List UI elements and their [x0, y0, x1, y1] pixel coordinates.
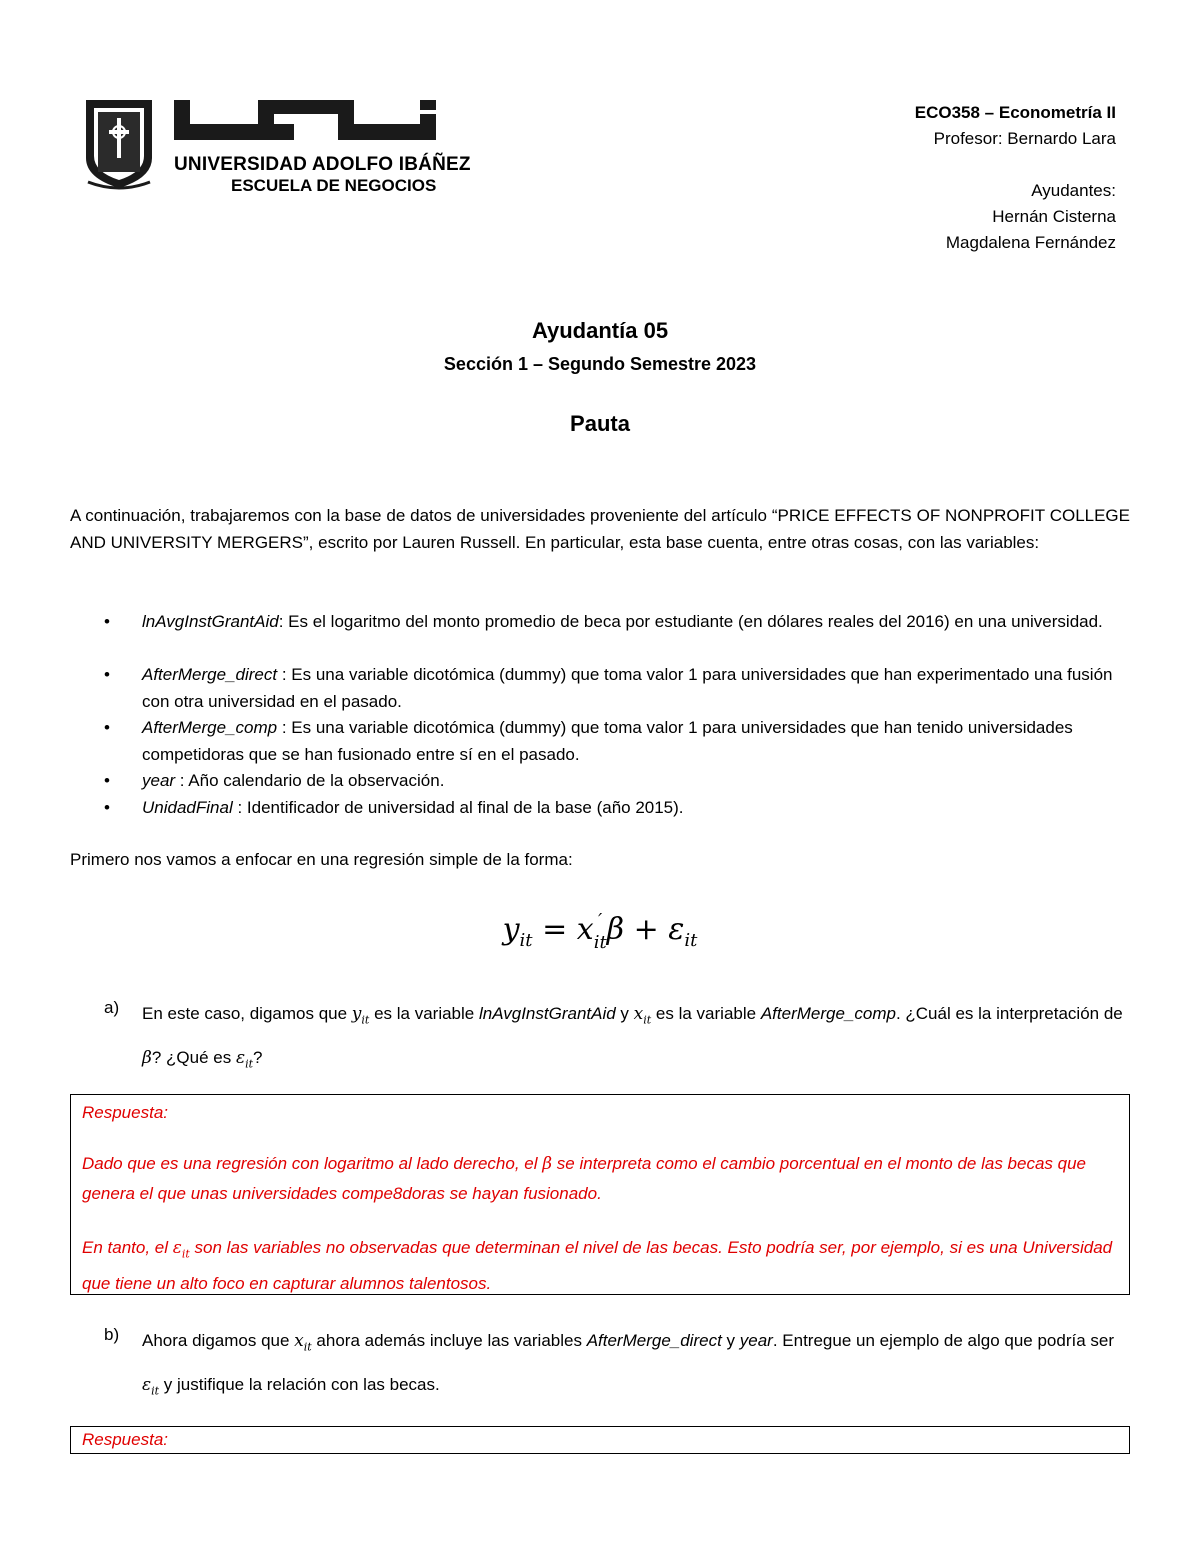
course-header — [915, 100, 1116, 256]
intro-paragraph: A continuación, trabajaremos con la base de datos de universidades proveniente del artículo “PRICE EFFECTS OF NONPROFIT COLLEGE AND UNIVERSITY MERGERS”, escrito por Lauren Russell. En particular, esta base cuenta, entre otras cosas, con las variables: — [70, 506, 1130, 552]
variable-description: : Es una variable dicotómica (dummy) que toma valor 1 para universidades que han tenido universidades competidoras que se han fusionado entre sí en el pasado. — [142, 718, 1073, 764]
assistant-name: Hernán Cisterna — [992, 207, 1116, 226]
list-item — [70, 768, 1130, 795]
math-beta: β — [542, 1154, 553, 1174]
variable-description: : Año calendario de la observación. — [175, 771, 445, 790]
bullet: • — [104, 771, 110, 790]
answer-text: En tanto, el — [82, 1238, 173, 1257]
crest-icon — [84, 98, 154, 190]
answer-box-a — [70, 1094, 1130, 1295]
question-text: es la variable — [651, 1004, 761, 1023]
question-text: Ahora digamos que — [142, 1331, 295, 1350]
math-epsilon: $\varepsilon_{it}$ — [142, 1375, 160, 1398]
document-subtitle: Sección 1 – Segundo Semestre 2023 — [443, 354, 757, 374]
variable-description: : Es el logaritmo del monto promedio de beca por estudiante (en dólares reales del 2016) en una universidad. — [278, 612, 1103, 631]
math-epsilon: $\varepsilon_{it}$ — [172, 1238, 190, 1261]
course-name: ECO358 – Econometría II — [914, 103, 1116, 122]
professor-name: Profesor: Bernardo Lara — [933, 129, 1116, 148]
variable-description: : Identificador de universidad al final de la base (año 2015). — [232, 798, 684, 817]
question-text: . ¿Cuál es la interpretación de — [895, 1004, 1123, 1023]
question-b — [70, 1322, 1130, 1398]
variable-name: year — [142, 771, 176, 790]
question-text: ahora además incluye las variables — [311, 1331, 587, 1350]
document-type: Pauta — [570, 411, 630, 436]
eq-x-sub: it — [593, 932, 607, 953]
variable-name: AfterMerge_direct — [142, 665, 278, 684]
regression-intro: Primero nos vamos a enfocar en una regresión simple de la forma: — [70, 850, 573, 869]
question-text: ? ¿Qué es — [151, 1048, 236, 1068]
answer-label: Respuesta: — [82, 1430, 168, 1449]
list-item — [70, 662, 1130, 715]
eq-y: y — [502, 912, 520, 947]
eq-y-sub: it — [519, 930, 533, 951]
question-text: y — [721, 1331, 740, 1350]
variable-name: UnidadFinal — [142, 798, 233, 817]
question-text: y — [615, 1004, 634, 1023]
variable-description: : Es una variable dicotómica (dummy) que toma valor 1 para universidades que han experimentado una fusión con otra universidad en el pasado. — [142, 665, 1113, 711]
assistant-name: Magdalena Fernández — [945, 233, 1116, 252]
answer-paragraph — [82, 1149, 1120, 1209]
answer-text: Dado que es una regresión con logaritmo al lado derecho, el — [82, 1154, 543, 1173]
math-x: $x_{it}$ — [633, 1004, 652, 1027]
eq-eps-sub: it — [684, 930, 698, 951]
uai-mark — [174, 100, 444, 150]
list-item — [70, 795, 1130, 822]
document-title: Ayudantía 05 — [531, 318, 669, 343]
eq-plus: + — [633, 912, 659, 947]
question-text: y justifique la relación con las becas. — [159, 1375, 440, 1395]
question-text: ? — [253, 1048, 263, 1068]
eq-epsilon: ε — [668, 912, 685, 947]
question-label: b) — [104, 1325, 120, 1344]
math-epsilon: $\varepsilon_{it}$ — [235, 1048, 254, 1071]
bullet: • — [104, 718, 110, 737]
eq-x-sup: ′ — [598, 910, 603, 931]
bullet: • — [104, 798, 110, 817]
eq-x: x — [576, 912, 594, 947]
eq-equals: = — [542, 912, 568, 947]
variable-name: lnAvgInstGrantAid — [142, 612, 279, 631]
answer-text: se interpreta como el cambio porcentual en el monto de las becas que genera el que unas universidades compe8doras se hayan fusionado. — [82, 1154, 1087, 1203]
variable-name: year — [739, 1331, 773, 1350]
answer-paragraph — [82, 1233, 1120, 1299]
math-x: $x_{it}$ — [294, 1331, 312, 1354]
logo-school-name: ESCUELA DE NEGOCIOS — [231, 176, 437, 195]
answer-text: son las variables no observadas que determinan el nivel de las becas. Esto podría ser, por ejemplo, si es una Universidad que tiene un alto foco en capturar alumnos talentosos. — [82, 1238, 1113, 1294]
question-text: es la variable — [369, 1004, 479, 1023]
question-a — [70, 995, 1130, 1071]
question-text: En este caso, digamos que — [142, 1004, 352, 1023]
bullet: • — [104, 612, 110, 631]
answer-label: Respuesta: — [82, 1103, 168, 1122]
bullet: • — [104, 665, 110, 684]
logo-university-name: UNIVERSIDAD ADOLFO IBÁÑEZ — [174, 154, 471, 175]
regression-equation — [0, 912, 1200, 952]
variable-name: AfterMerge_comp — [142, 718, 278, 737]
question-label: a) — [104, 998, 120, 1017]
math-y: $y_{it}$ — [351, 1004, 370, 1027]
list-item — [70, 715, 1130, 768]
variable-name: AfterMerge_comp — [760, 1004, 896, 1023]
variable-name: AfterMerge_direct — [586, 1331, 722, 1350]
list-item — [70, 609, 1130, 662]
variable-name: lnAvgInstGrantAid — [478, 1004, 616, 1023]
question-text: . Entregue un ejemplo de algo que podría ser — [772, 1331, 1115, 1350]
assistants-label: Ayudantes: — [1031, 181, 1116, 200]
university-logo — [84, 98, 471, 195]
eq-beta: β — [606, 912, 625, 947]
answer-box-b — [70, 1426, 1130, 1454]
math-beta: β — [142, 1048, 152, 1069]
